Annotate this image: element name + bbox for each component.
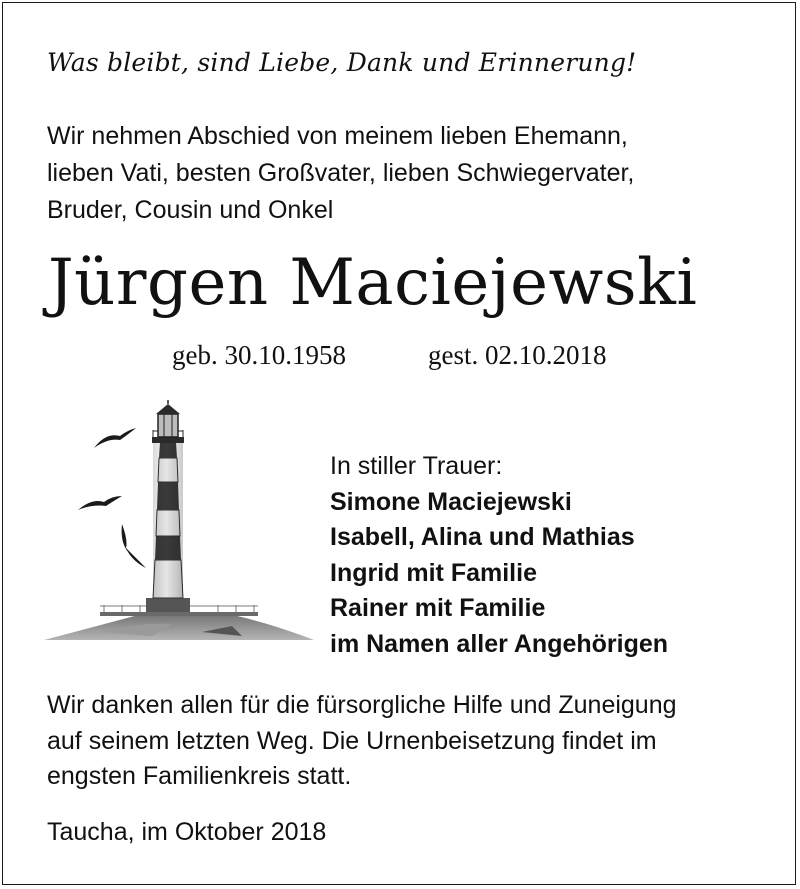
- mourners-label: In stiller Trauer:: [330, 452, 503, 480]
- mourner-name: Simone Maciejewski: [330, 487, 572, 516]
- mourner-name: Ingrid mit Familie: [330, 558, 537, 587]
- mourners-list: [330, 449, 668, 662]
- mourner-name: Rainer mit Familie: [330, 594, 546, 622]
- seagull-icon: [94, 428, 136, 448]
- mourner-name: im Namen aller Angehörigen: [330, 629, 669, 658]
- deceased-name: Jürgen Maciejewski: [48, 246, 698, 320]
- lighthouse-icon: [42, 400, 317, 650]
- intro-line: Wir nehmen Abschied von meinem lieben Ehemann,: [47, 122, 628, 150]
- birth-date: geb. 30.10.1958: [172, 340, 346, 370]
- thanks-text: [47, 688, 767, 795]
- mourner-name: Isabell, Alina und Mathias: [330, 523, 635, 551]
- intro-line: lieben Vati, besten Großvater, lieben Schwiegervater,: [47, 159, 635, 187]
- death-date: gest. 02.10.2018: [428, 340, 607, 370]
- intro-line: Bruder, Cousin und Onkel: [47, 196, 334, 224]
- seagull-icon: [122, 524, 146, 568]
- place-and-date: Taucha, im Oktober 2018: [47, 818, 327, 846]
- thanks-line: engsten Familienkreis statt.: [47, 762, 352, 790]
- ground-shape: [44, 612, 314, 640]
- seagull-icon: [78, 496, 122, 510]
- farewell-intro: [47, 118, 767, 229]
- thanks-line: Wir danken allen für die fürsorgliche Hilfe und Zuneigung: [47, 691, 677, 719]
- motto: Was bleibt, sind Liebe, Dank und Erinnerung!: [47, 48, 637, 77]
- thanks-line: auf seinem letzten Weg. Die Urnenbeisetzung findet im: [47, 726, 657, 755]
